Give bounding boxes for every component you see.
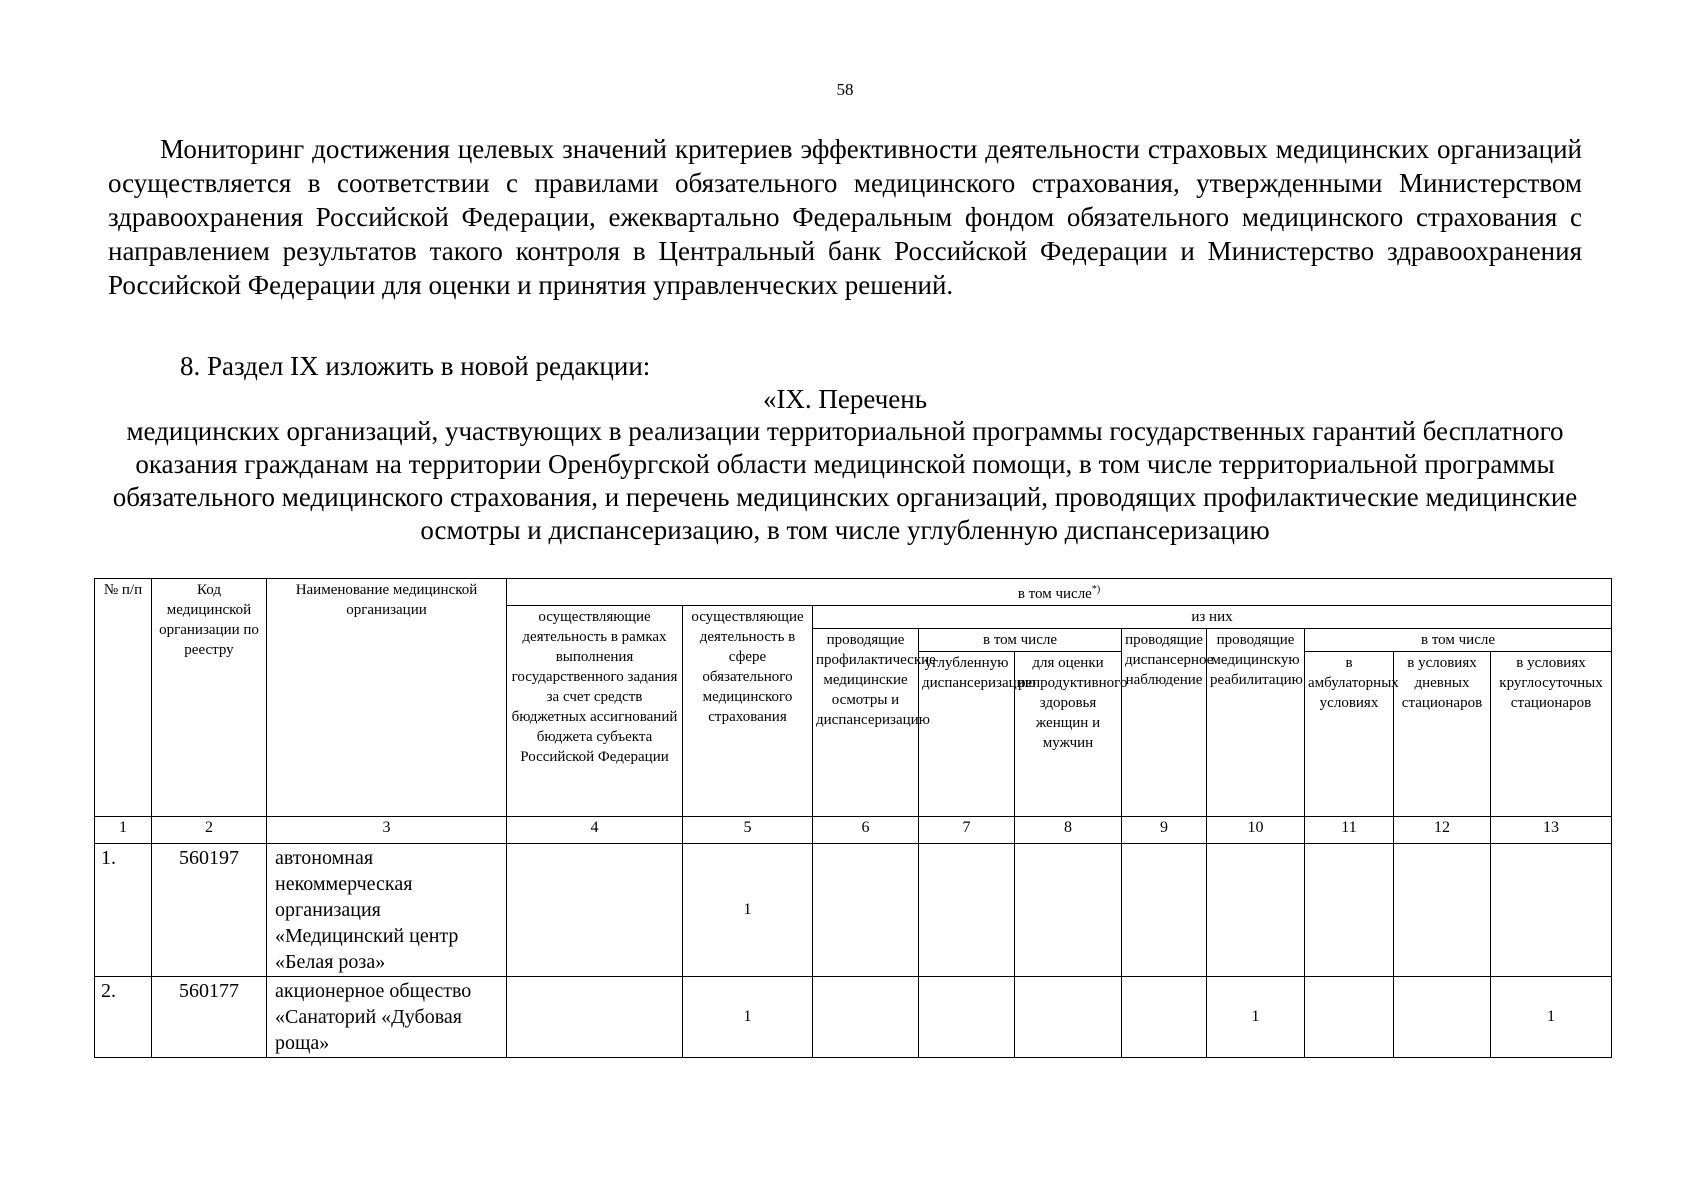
row-org-name: акционерное общество «Санаторий «Дубовая роща» [267,977,507,1058]
column-number: 7 [919,817,1015,844]
row-index: 1. [95,844,152,977]
column-number: 13 [1491,817,1612,844]
header-col13: в условиях круглосуточных стационаров [1491,652,1612,817]
row-cell-6 [813,977,919,1058]
header-col6: проводящие профилактические медицинские осмотры и диспансеризацию [813,629,919,817]
row-cell-8 [1015,844,1122,977]
header-num: № п/п [95,579,152,817]
row-cell-9 [1122,844,1207,977]
section-title: «IX. Перечень [762,384,928,414]
column-number: 2 [152,817,267,844]
header-including-text: в том числе [1017,586,1092,602]
header-including-footnote: *) [1091,584,1101,595]
header-col7: углубленную диспансеризацию [919,652,1015,817]
intro-paragraph: Мониторинг достижения целевых значений критериев эффективности деятельности страховых медицинских организаций осуществляется в соответствии с правилами обязательного медицинского страхования, утвержденными Министерством здравоохранения Российской Федерации, ежеквартально Федеральным фондом обязательного медицинского страхования с направлением результатов такого контроля в Центральный банк Российской Федерации и Министерство здравоохранения Российской Федерации для оценки и принятия управленческих решений. [108,134,1582,300]
row-cell-4 [507,844,683,977]
amendment-line: 8. Раздел IX изложить в новой редакции: [180,351,651,381]
header-code: Код медицинской организации по реестру [152,579,267,817]
row-cell-7 [919,844,1015,977]
column-number: 4 [507,817,683,844]
row-cell-10 [1207,844,1305,977]
header-row-1 [95,579,1612,606]
column-number: 11 [1305,817,1394,844]
row-cell-12 [1394,977,1491,1058]
header-of-them: из них [813,606,1612,629]
row-cell-4 [507,977,683,1058]
table-row [95,977,1612,1058]
section-subtitle: медицинских организаций, участвующих в реализации территориальной программы государственных гарантий бесплатного оказания гражданам на территории Оренбургской области медицинской помощи, в том числе территориальной программы обязательного медицинского страхования, и перечень медицинских организаций, проводящих профилактические медицинские осмотры и диспансеризацию, в том числе углубленную диспансеризацию [112,416,1578,545]
row-org-name: автономная некоммерческая организация «Медицинский центр «Белая роза» [267,844,507,977]
row-cell-10: 1 [1207,977,1305,1058]
column-number: 9 [1122,817,1207,844]
row-cell-5: 1 [683,844,813,977]
header-col11: в амбулаторных условиях [1305,652,1394,817]
row-cell-12 [1394,844,1491,977]
row-index: 2. [95,977,152,1058]
column-number: 8 [1015,817,1122,844]
row-cell-13 [1491,844,1612,977]
row-cell-9 [1122,977,1207,1058]
header-including-11-13: в том числе [1305,629,1612,652]
row-cell-7 [919,977,1015,1058]
header-name: Наименование медицинской организации [267,579,507,817]
header-including-7-8: в том числе [919,629,1122,652]
column-number: 6 [813,817,919,844]
header-col4: осуществляющие деятельность в рамках выполнения государственного задания за счет средств бюджетных ассигнований бюджета субъекта Российской Федерации [507,606,683,817]
row-cell-11 [1305,844,1394,977]
column-number: 1 [95,817,152,844]
header-col5: осуществляющие деятельность в сфере обязательного медицинского страхования [683,606,813,817]
row-cell-11 [1305,977,1394,1058]
row-cell-8 [1015,977,1122,1058]
column-number: 10 [1207,817,1305,844]
row-code: 560177 [152,977,267,1058]
row-cell-6 [813,844,919,977]
column-number-row [95,817,1612,844]
header-col9: проводящие диспансерное наблюдение [1122,629,1207,817]
column-number: 5 [683,817,813,844]
row-code: 560197 [152,844,267,977]
row-cell-5: 1 [683,977,813,1058]
page-number: 58 [836,80,854,99]
header-col8: для оценки репродуктивного здоровья женщин и мужчин [1015,652,1122,817]
column-number: 12 [1394,817,1491,844]
column-number: 3 [267,817,507,844]
table-row [95,844,1612,977]
row-cell-13: 1 [1491,977,1612,1058]
header-including [507,579,1612,606]
header-col10: проводящие медицинскую реабилитацию [1207,629,1305,817]
organizations-table [94,578,1612,1058]
header-col12: в условиях дневных стационаров [1394,652,1491,817]
